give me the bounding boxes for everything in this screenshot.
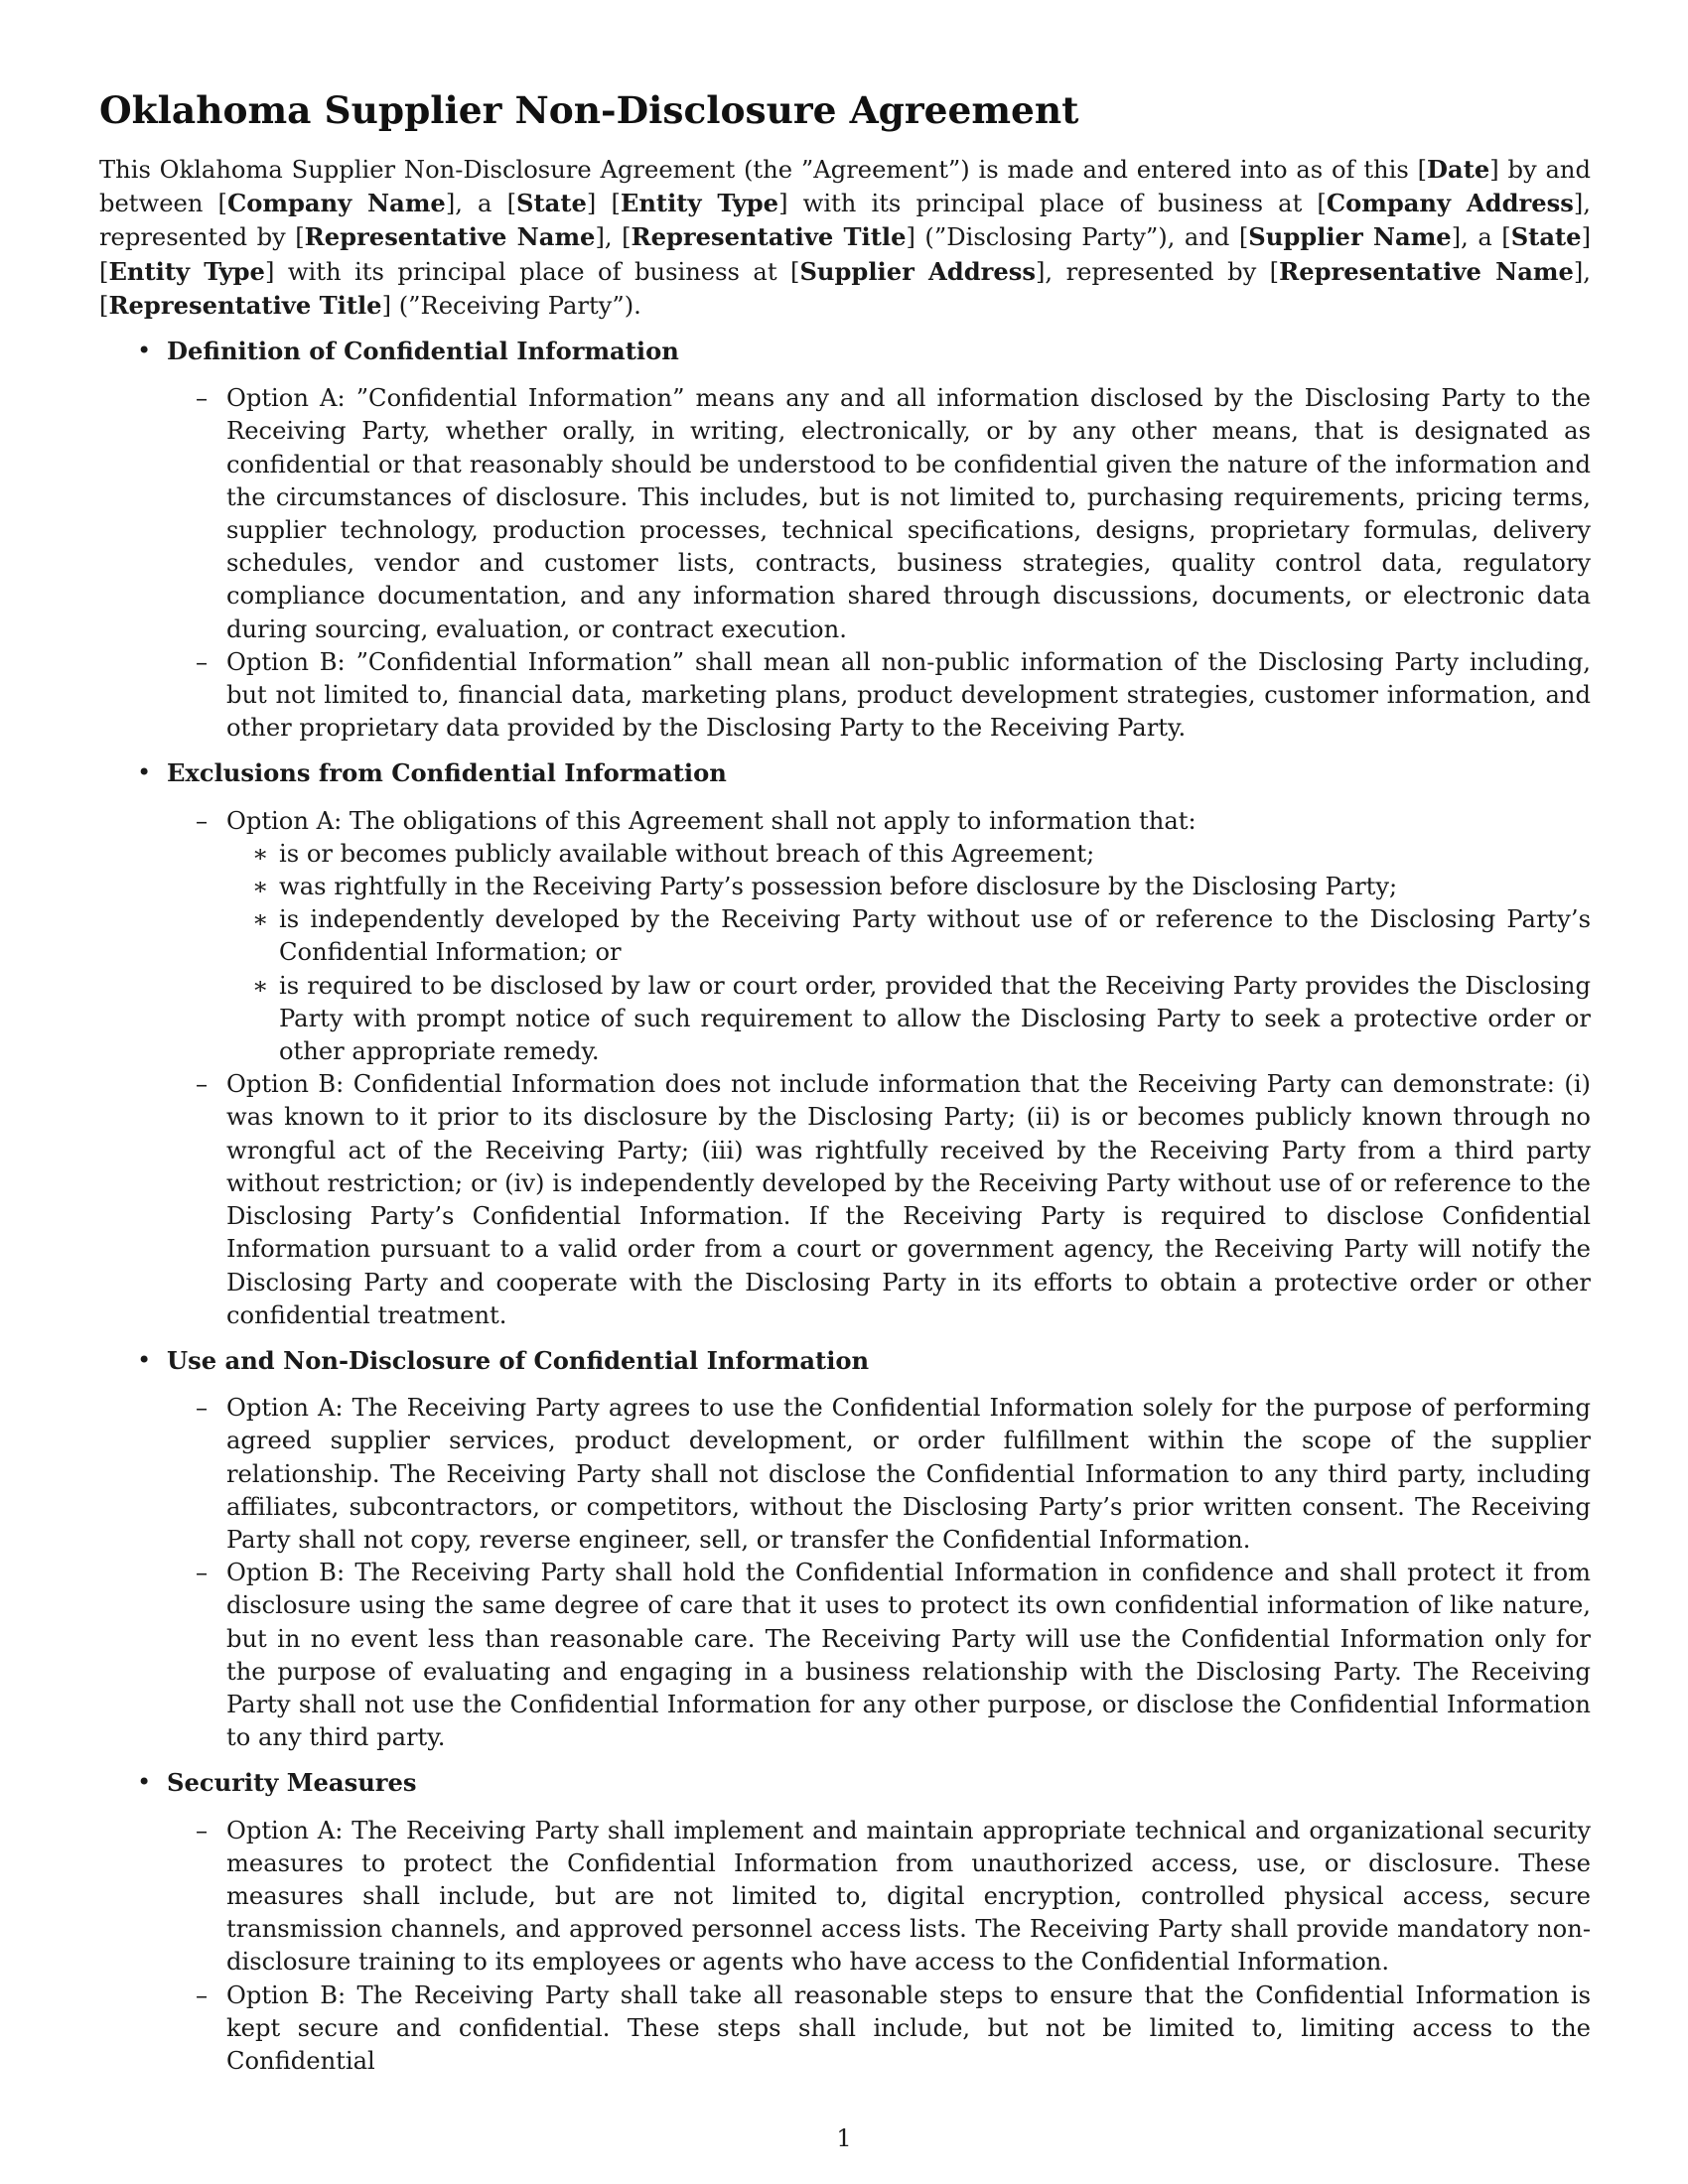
placeholder-field: Representative Name — [1279, 256, 1574, 286]
placeholder-field: Company Address — [1326, 189, 1574, 218]
option-text: Option A: The obligations of this Agreement shall not apply to information that: — [226, 806, 1196, 835]
placeholder-field: State — [1510, 222, 1582, 252]
placeholder-field: Date — [1427, 155, 1490, 184]
intro-paragraph — [99, 153, 1591, 323]
option-item — [167, 1392, 1591, 1557]
option-item — [167, 805, 1591, 1069]
intro-text: ], [ — [99, 257, 1591, 320]
option-text: Option B: The Receiving Party shall hold the Confidential Information in confidence and shall protect it from disclosure using the same degree of care that it uses to protect its own confidential information of like nature, but in no event less than reasonable care. The Receiving Party will use the Confidential Information only for the purpose of evaluating and engaging in a business relationship with the Disclosing Party. The Receiving Party shall not use the Confidential Information for any other purpose, or disclose the Confidential Information to any third party. — [226, 1559, 1591, 1752]
intro-text: ] [ — [586, 190, 621, 218]
placeholder-field: Entity Type — [108, 256, 265, 286]
intro-text: ] (”Receiving Party”). — [381, 291, 641, 320]
section-heading: • Use and Non-Disclosure of Confidential Information — [167, 1345, 870, 1375]
intro-text: ] (”Disclosing Party”), and [ — [906, 223, 1249, 252]
placeholder-field: Supplier Address — [799, 256, 1036, 286]
intro-text: ], represented by [ — [1035, 257, 1280, 286]
sub-item: ∗ is required to be disclosed by law or court order, provided that the Receiving Party provides the Disclosing Party with prompt notice of such requirement to allow the Disclosing Party to seek a protective order or other appropriate remedy. — [226, 970, 1591, 1069]
placeholder-field: Company Name — [226, 189, 446, 218]
option-text: Option A: ”Confidential Information” means any and all information disclosed by the Disclosing Party to the Receiving Party, whether orally, in writing, electronically, or by any other means, that is designated as confidential or that reasonably should be understood to be confidential given the nature of the information and the circumstances of disclosure. This includes, but is not limited to, purchasing requirements, pricing terms, supplier technology, production processes, technical specifications, designs, proprietary formulas, delivery schedules, vendor and customer lists, contracts, business strategies, quality control data, regulatory compliance documentation, and any information shared through discussions, documents, or electronic data during sourcing, evaluation, or contract execution. — [226, 384, 1591, 643]
option-item — [167, 1068, 1591, 1332]
intro-text: ] by and between [ — [99, 156, 1591, 218]
option-text: Option B: Confidential Information does not include information that the Receiving Party can demonstrate: (i) was known to it prior to its disclosure by the Disclosing Party; (ii) is or becomes publicly known through no wrongful act of the Receiving Party; (iii) was rightfully received by the Receiving Party from a third party without restriction; or (iv) is independently developed by the Receiving Party without use of or reference to the Disclosing Party’s Confidential Information. If the Receiving Party is required to disclose Confidential Information pursuant to a valid order from a court or government agency, the Receiving Party will notify the Disclosing Party and cooperate with the Disclosing Party in its efforts to obtain a protective order or other confidential treatment. — [226, 1070, 1591, 1329]
placeholder-field: Supplier Name — [1248, 222, 1452, 252]
placeholder-field: Representative Title — [631, 222, 907, 252]
intro-text: ], a [ — [445, 190, 517, 218]
sub-item: ∗ was rightfully in the Receiving Party’s possession before disclosure by the Disclosing Party; — [226, 871, 1591, 903]
option-item — [167, 1979, 1591, 2079]
intro-text: ], a [ — [1451, 223, 1511, 252]
sub-item: ∗ is independently developed by the Receiving Party without use of or reference to the Disclosing Party’s Confidential Information; or — [226, 903, 1591, 969]
section-heading: • Definition of Confidential Information — [167, 337, 679, 366]
section-heading: • Security Measures — [167, 1768, 417, 1798]
intro-text: ], represented by [ — [99, 190, 1591, 252]
page-number: 1 — [836, 2124, 852, 2152]
option-list — [167, 1815, 1591, 2079]
option-list — [167, 382, 1591, 745]
document-title: Oklahoma Supplier Non-Disclosure Agreement — [99, 88, 1079, 132]
document-page — [99, 87, 1591, 2090]
intro-text: This Oklahoma Supplier Non-Disclosure Agreement (the ”Agreement”) is made and entered into as of this [ — [99, 156, 1428, 184]
section-item — [99, 335, 1591, 745]
option-text: Option A: The Receiving Party shall implement and maintain appropriate technical and organizational security measures to protect the Confidential Information from unauthorized access, use, or disclosure. These measures shall include, but are not limited to, digital encryption, controlled physical access, secure transmission channels, and approved personnel access lists. The Receiving Party shall provide mandatory non-disclosure training to its employees or agents who have access to the Confidential Information. — [226, 1816, 1591, 1977]
sub-item-list — [226, 838, 1591, 1068]
section-heading: • Exclusions from Confidential Information — [167, 758, 727, 788]
placeholder-field: State — [516, 189, 587, 218]
option-text: Option B: ”Confidential Information” shall mean all non-public information of the Disclosing Party including, but not limited to, financial data, marketing plans, product development strategies, customer information, and other proprietary data provided by the Disclosing Party to the Receiving Party. — [226, 647, 1591, 743]
option-item — [167, 1557, 1591, 1754]
section-list — [99, 335, 1591, 2078]
option-item — [167, 646, 1591, 746]
section-item — [99, 756, 1591, 1331]
placeholder-field: Representative Name — [304, 222, 596, 252]
placeholder-field: Entity Type — [620, 189, 779, 218]
section-item — [99, 1766, 1591, 2078]
sub-item: ∗ is or becomes publicly available without breach of this Agreement; — [226, 838, 1591, 871]
option-list — [167, 805, 1591, 1332]
option-item — [167, 382, 1591, 646]
intro-text: ] [ — [99, 223, 1591, 286]
intro-text: ], [ — [595, 223, 632, 252]
section-item — [99, 1344, 1591, 1754]
option-list — [167, 1392, 1591, 1754]
intro-text: ] with its principal place of business at [ — [264, 257, 800, 286]
option-item — [167, 1815, 1591, 1979]
placeholder-field: Representative Title — [108, 290, 382, 320]
option-text: Option B: The Receiving Party shall take all reasonable steps to ensure that the Confidential Information is kept secure and confidential. These steps shall include, but not be limited to, limiting access to the Confidential — [226, 1980, 1591, 2075]
intro-text: ] with its principal place of business at [ — [778, 190, 1327, 218]
option-text: Option A: The Receiving Party agrees to use the Confidential Information solely for the purpose of performing agreed supplier services, product development, or order fulfillment within the scope of the supplier relationship. The Receiving Party shall not disclose the Confidential Information to any third party, including affiliates, subcontractors, or competitors, without the Disclosing Party’s prior written consent. The Receiving Party shall not copy, reverse engineer, sell, or transfer the Confidential Information. — [226, 1394, 1591, 1554]
